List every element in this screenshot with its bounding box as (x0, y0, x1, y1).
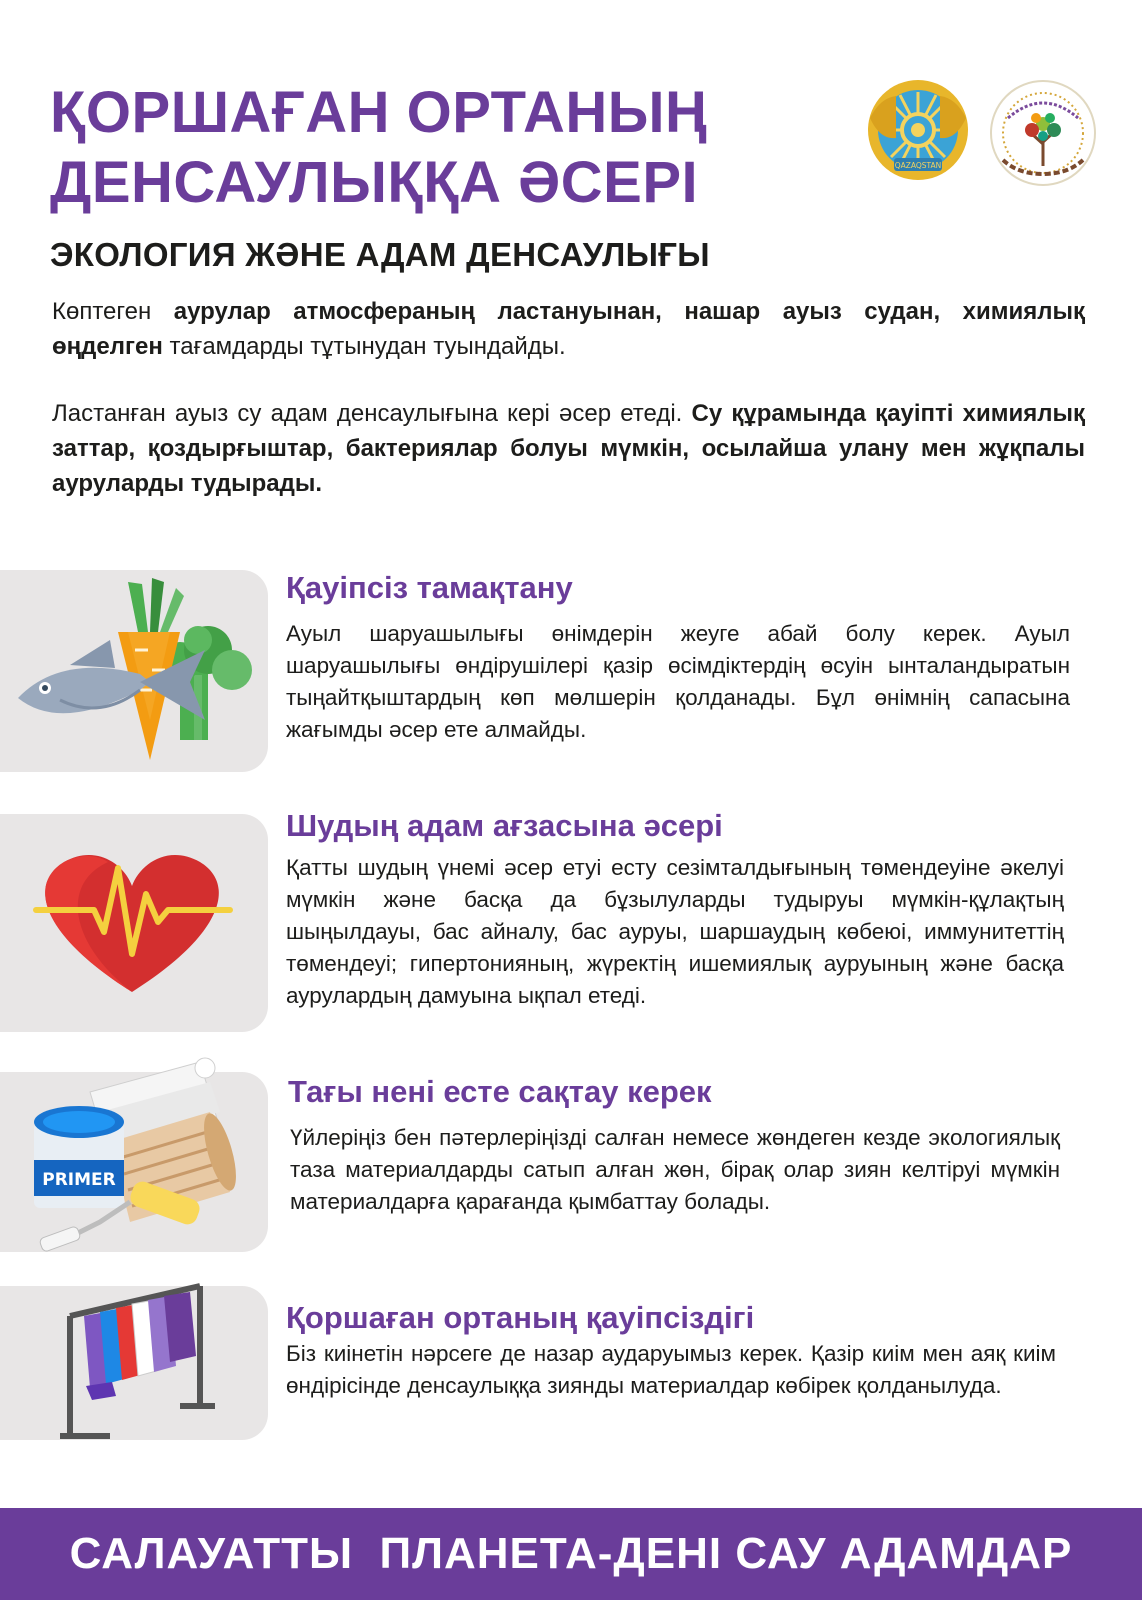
heart-illustration-card (0, 814, 268, 1032)
clothes-illustration-card (0, 1286, 268, 1440)
page-title-line2: ДЕНСАУЛЫҚҚА ӘСЕРІ (50, 150, 699, 215)
page-title (50, 78, 707, 218)
section-text-noise: Қатты шудың үнемі әсер етуі есту сезімталдығының төмендеуіне әкелуі мүмкін және басқа да бұзылуларды тудыруы мүмкін-құлақтың шыңылдауы, бас айналу, бас ауруы, шаршаудың көбеюі, иммунитеттің төмендеуі; гипертонияның, жүректің ишемиялық ауруының және басқа аурулардың дамуына ықпал етеді. (286, 855, 1064, 1008)
section-title-food: Қауіпсіз тамақтану (286, 570, 573, 605)
section-title-noise: Шудың адам ағзасына әсері (286, 808, 723, 843)
intro-p2-bold: Су құрамында қауіпті химиялық заттар, қоздырғыштар, бактериялар болуы мүмкін, осылайша улану мен жұқпалы ауруларды тудырады. (52, 400, 1085, 497)
section-title-materials: Тағы нені есте сақтау керек (288, 1074, 712, 1109)
section-text-food: Ауыл шаруашылығы өнімдерін жеуге абай болу керек. Ауыл шаруашылығы өндірушілері қазір өсімдіктердің өсуін ынталандыратын тыңайтқыштардың көп мөлшерін қолданады. Бұл өнімнің сапасына жағымды әсер ете алмайды. (286, 621, 1070, 742)
section-title-environment: Қоршаған ортаның қауіпсіздігі (286, 1300, 755, 1335)
footer-slogan-banner (0, 1508, 1142, 1600)
paint-materials-icon (0, 1052, 268, 1252)
footer-slogan: САЛАУАТТЫ ПЛАНЕТА-ДЕНІ САУ АДАМДАР (69, 1529, 1073, 1578)
materials-illustration-card (0, 1072, 268, 1252)
intro-p1-bold: аурулар атмосфераның ластануынан, нашар ауыз судан, химиялық өңделген (52, 298, 1085, 360)
section-text-environment: Біз киінетін нәрсеге де назар аударуымыз керек. Қазір киім мен аяқ киім өндірісінде денсаулыққа зиянды материалдар көбірек қолданылуда. (286, 1341, 1056, 1398)
section-subtitle: ЭКОЛОГИЯ ЖӘНЕ АДАМ ДЕНСАУЛЫҒЫ (50, 236, 710, 273)
heart-pulse-icon (0, 814, 268, 1032)
intro-p2-text: Ластанған ауыз су адам денсаулығына кері әсер етеді. (52, 400, 692, 427)
section-text-materials: Үйлеріңіз бен пәтерлеріңізді салған немесе жөндеген кезде экологиялық таза материалдарды сатып алған жөн, бірақ олар зиян келтіруі мүмкін материалдарға қарағанда қымбаттау болады. (290, 1125, 1060, 1214)
paint-can-label: PRIMER (42, 1170, 116, 1190)
intro-p1-text: Көптеген (52, 298, 174, 325)
intro-paragraph-1 (52, 294, 1085, 364)
food-illustration-card (0, 570, 268, 772)
state-emblem-icon (866, 78, 970, 182)
intro-p1-text-end: тағамдарды тұтынудан туындайды. (162, 333, 566, 360)
health-center-logo-icon (988, 78, 1098, 188)
emblem-label: QAZAQSTAN (894, 161, 942, 170)
food-icon (0, 570, 268, 772)
clothes-rack-icon (0, 1250, 268, 1440)
intro-paragraph-2 (52, 396, 1085, 501)
page-title-line1: ҚОРШАҒАН ОРТАНЫҢ (50, 80, 708, 145)
